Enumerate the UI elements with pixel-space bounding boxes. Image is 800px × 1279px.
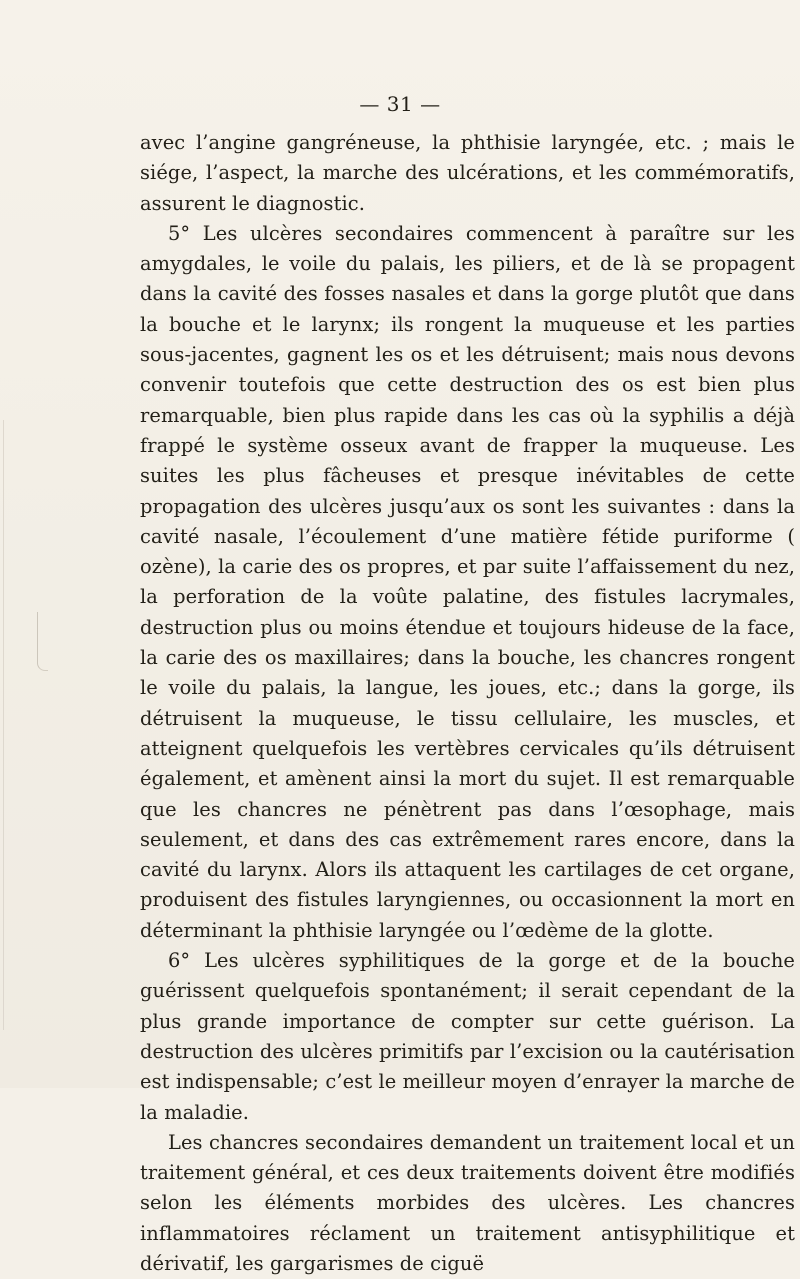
margin-pencil-mark: [37, 612, 48, 671]
paragraph-5: 5° Les ulcères secondaires commencent à paraître sur les amygdales, le voile du palais, les piliers, et de là se propagent dans la cavité des fosses nasales et dans la gorge plutôt que dans la bouche et le larynx; ils rongent la muqueuse et les parties sous-jacentes, gagnent les os et les détruisent; mais nous devons convenir toutefois que cette destruction des os est bien plus remarquable, bien plus rapide dans les cas où la syphilis a déjà frappé le système osseux avant de frapper la muqueuse. Les suites les plus fâcheuses et presque inévitables de cette propagation des ulcères jusqu’aux os sont les suivantes : dans la cavité nasale, l’écoulement d’une matière fétide puriforme ( ozène), la carie des os propres, et par suite l’affaissement du nez, la perforation de la voûte palatine, des fistules lacrymales, destruction plus ou moins étendue et toujours hideuse de la face, la carie des os maxillaires; dans la bouche, les chancres rongent le voile du palais, la langue, les joues, etc.; dans la gorge, ils détruisent la muqueuse, le tissu cellulaire, les muscles, et atteignent quelquefois les vertèbres cervicales qu’ils détruisent également, et amènent ainsi la mort du sujet. Il est remarquable que les chancres ne pénètrent pas dans l’œsophage, mais seulement, et dans des cas extrêmement rares encore, dans la cavité du larynx. Alors ils attaquent les cartilages de cet organe, produisent des fistules laryngiennes, ou occasionnent la mort en déterminant la phthisie laryngée ou l’œdème de la glotte.: [140, 221, 795, 942]
page-number: — 31 —: [359, 92, 441, 116]
paragraph-continuation: avec l’angine gangréneuse, la phthisie laryngée, etc. ; mais le siége, l’aspect, la marche des ulcérations, et les commémoratifs, assurent le diagnostic.: [140, 131, 795, 215]
paragraph-6: 6° Les ulcères syphilitiques de la gorge et de la bouche guérissent quelquefois spontanément; il serait cependant de la plus grande importance de compter sur cette guérison. La destruction des ulcères primitifs par l’excision ou la cautérisation est indispensable; c’est le meilleur moyen d’enrayer la marche de la maladie.: [140, 949, 795, 1124]
page-edge-shadow: [3, 420, 4, 1030]
body-text: [140, 128, 795, 1279]
paragraph-treatment: Les chancres secondaires demandent un traitement local et un traitement général, et ces deux traitements doivent être modifiés selon les éléments morbides des ulcères. Les chancres inflammatoires réclament un traitement antisyphilitique et dérivatif, les gargarismes de ciguë: [140, 1130, 795, 1275]
